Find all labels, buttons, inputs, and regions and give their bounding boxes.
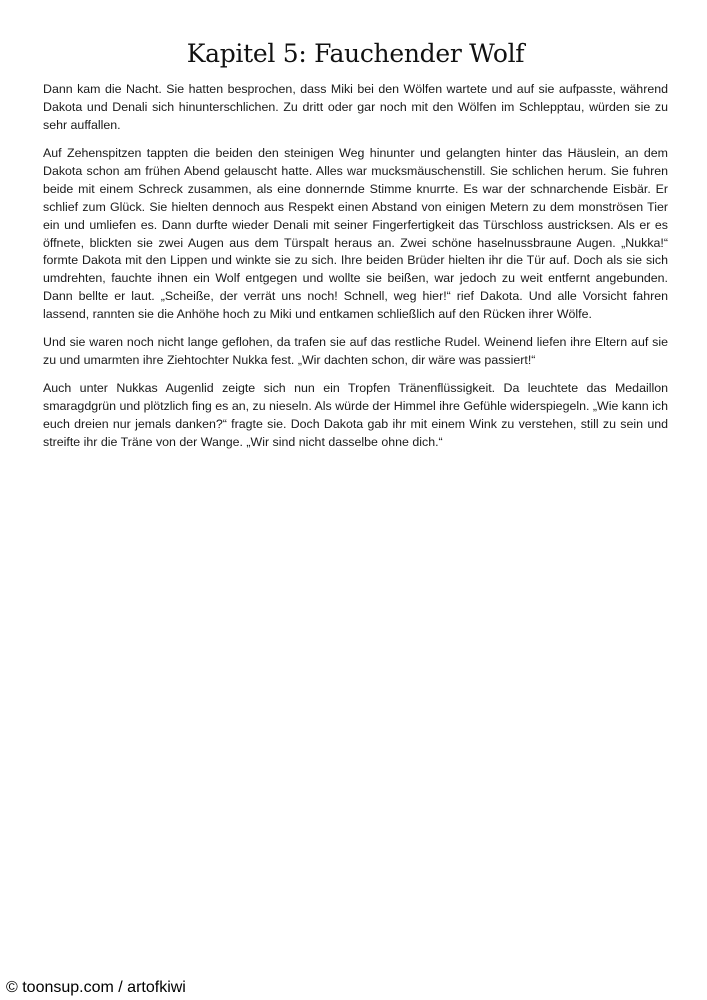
story-paragraph-3: Und sie waren noch nicht lange geflohen, da trafen sie auf das restliche Rudel. Weinend liefen ihre Eltern auf sie zu und umarmten ihre Ziehtochter Nukka fest. „Wir dachten schon, dir wäre was passiert!“ <box>43 335 668 367</box>
chapter-title: Kapitel 5: Fauchender Wolf <box>186 39 525 68</box>
story-paragraph-4: Auch unter Nukkas Augenlid zeigte sich nun ein Tropfen Tränenflüssigkeit. Da leuchtete das Medaillon smaragdgrün und plötzlich fing es an, zu nieseln. Als würde der Himmel ihre Gefühle widerspiegeln. „Wie kann ich euch dreien nur jemals danken?“ fragte sie. Doch Dakota gab ihr mit einem Wink zu verstehen, still zu sein und streifte ihr die Träne von der Wange. „Wir sind nicht dasselbe ohne dich.“ <box>43 380 668 449</box>
story-page <box>43 38 668 461</box>
story-paragraph-1: Dann kam die Nacht. Sie hatten besprochen, dass Miki bei den Wölfen wartete und auf sie aufpasste, während Dakota und Denali sich hinunterschlichen. Zu dritt oder gar noch mit den Wölfen im Schlepptau, würden sie zu sehr auffallen. <box>43 82 668 133</box>
story-paragraph-2: Auf Zehenspitzen tappten die beiden den steinigen Weg hinunter und gelangten hinter das Häuslein, an dem Dakota schon am frühen Abend gelauscht hatte. Alles war mucksmäuschenstill. Sie schlichen herum. Sie fuhren beide mit einem Schreck zusammen, als eine donnernde Stimme knurrte. Es war der schnarchende Eisbär. Er schlief zum Glück. Sie hielten dennoch aus Respekt einen Abstand von einigen Metern zu dem monströsen Tier ein und umliefen es. Dann durfte wieder Denali mit seiner Fingerfertigkeit das Türschloss austricksen. Als er es öffnete, blickten sie zwei Augen aus dem Türspalt heraus an. Zwei schöne haselnussbraune Augen. „Nukka!“ formte Dakota mit den Lippen und winkte sie zu sich. Ihre beiden Brüder hielten ihr die Tür auf. Doch als sie sich umdrehten, fauchte ihnen ein Wolf entgegen und wollte sie beißen, war jedoch zu weit entfernt angebunden. Dann bellte er laut. „Scheiße, der verrät uns noch! Schnell, weg hier!“ rief Dakota. Und alle Vorsicht fahren lassend, rannten sie die Anhöhe hoch zu Miki und entkamen schließlich auf den Rücken ihrer Wölfe. <box>43 145 668 322</box>
copyright-notice: © toonsup.com / artofkiwi <box>6 979 186 996</box>
